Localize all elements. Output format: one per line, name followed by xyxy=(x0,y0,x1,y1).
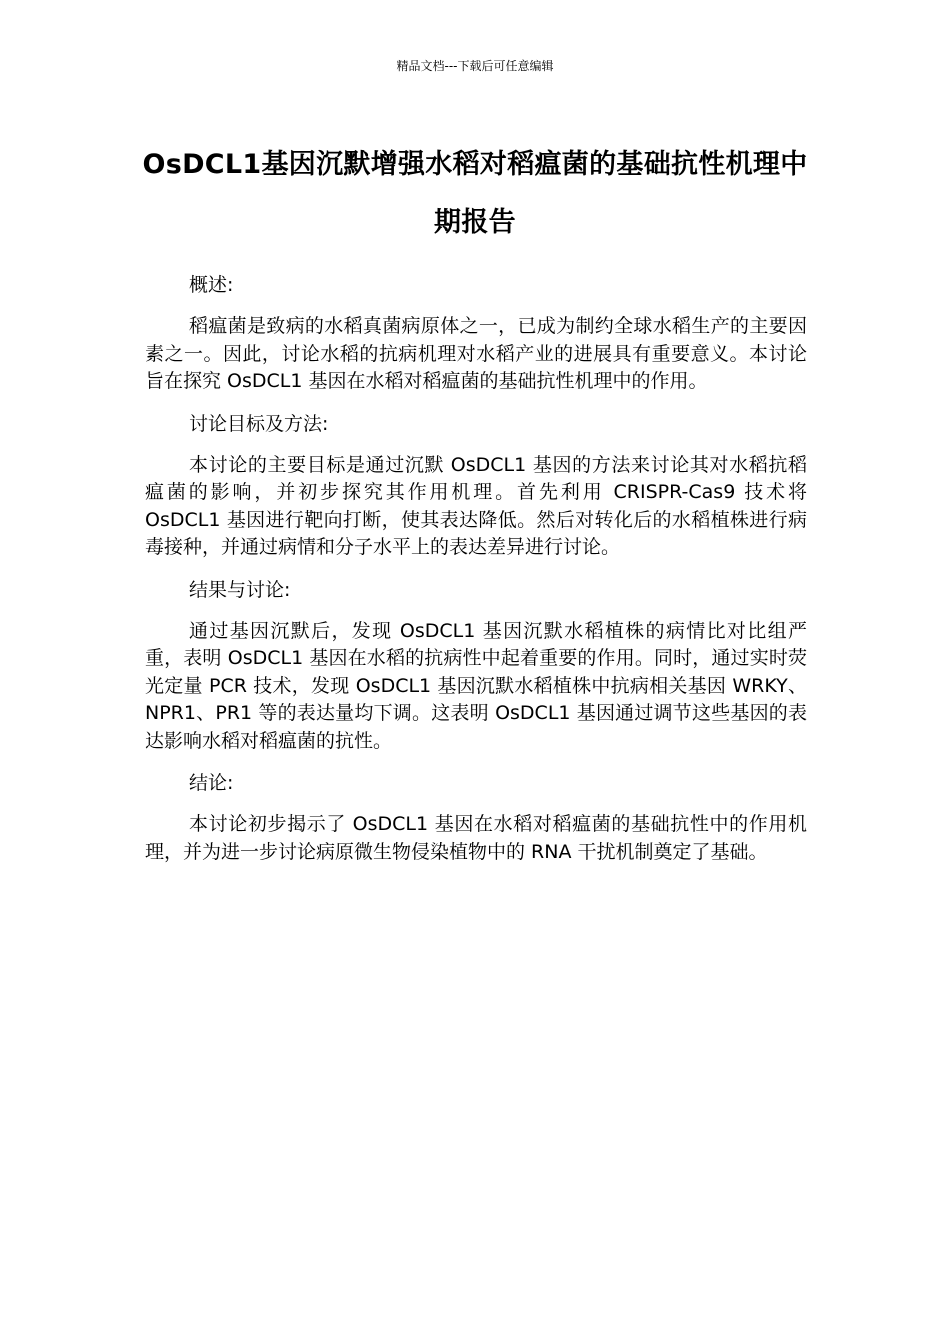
conclusion-heading: 结论: xyxy=(189,772,234,794)
overview-heading: 概述: xyxy=(189,274,234,296)
document-title: OsDCL1基因沉默增强水稻对稻瘟菌的基础抗性机理中期报告 xyxy=(142,149,808,238)
results-heading: 结果与讨论: xyxy=(189,578,291,601)
conclusion-paragraph: 本讨论初步揭示了 OsDCL1 基因在水稻对稻瘟菌的基础抗性中的作用机理，并为进一步讨论病原微生物侵染植物中的 RNA 干扰机制奠定了基础。 xyxy=(145,813,807,863)
document-body xyxy=(145,271,807,880)
overview-paragraph: 稻瘟菌是致病的水稻真菌病原体之一，已成为制约全球水稻生产的主要因素之一。因此，讨论水稻的抗病机理对水稻产业的进展具有重要意义。本讨论旨在探究 OsDCL1 基因在水稻对稻瘟菌的基础抗性机理中的作用。 xyxy=(145,315,807,392)
page-header-note: 精品文档---下载后可任意编辑 xyxy=(396,59,554,73)
results-paragraph: 通过基因沉默后，发现 OsDCL1 基因沉默水稻植株的病情比对比组严重，表明 OsDCL1 基因在水稻的抗病性中起着重要的作用。同时，通过实时荧光定量 PCR 技术，发现 OsDCL1 基因沉默水稻植株中抗病相关基因 WRKY、NPR1、PR1 等的表达量均下调。这表明 OsDCL1 基因通过调节这些基因的表达影响水稻对稻瘟菌的抗性。 xyxy=(145,619,807,752)
objectives-paragraph: 本讨论的主要目标是通过沉默 OsDCL1 基因的方法来讨论其对水稻抗稻瘟菌的影响，并初步探究其作用机理。首先利用 CRISPR-Cas9 技术将 OsDCL1 基因进行靶向打断，使其表达降低。然后对转化后的水稻植株进行病毒接种，并通过病情和分子水平上的表达差异进行讨论。 xyxy=(145,453,807,558)
objectives-heading: 讨论目标及方法: xyxy=(189,412,329,435)
